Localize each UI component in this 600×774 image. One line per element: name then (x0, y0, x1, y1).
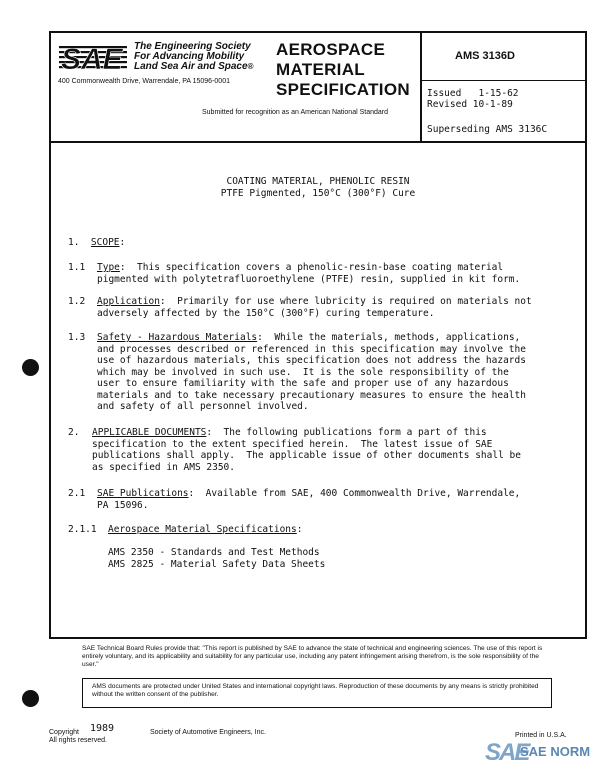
document-title: COATING MATERIAL, PHENOLIC RESIN (226, 176, 410, 187)
section-2: APPLICABLE DOCUMENTS: The following publications form a part of this specification to the extent specified herein. The latest issue of SAE publications shall apply. The applicable issue of other documents shall be as specified in AMS 2350. (92, 427, 521, 473)
section-1: 1. SCOPE: (68, 237, 126, 248)
section-1-1-number: 1.1 (68, 262, 86, 273)
reference-list (108, 547, 325, 570)
reference-item: AMS 2825 - Material Safety Data Sheets (108, 558, 326, 570)
ams-number: AMS 3136D (455, 50, 515, 62)
document-type-line-2: MATERIAL (276, 60, 365, 79)
ams-number-divider (420, 80, 587, 81)
issue-dates (427, 88, 519, 110)
section-1-3-number: 1.3 (68, 332, 86, 343)
society-address: 400 Commonwealth Drive, Warrendale, PA 15096-0001 (58, 78, 230, 85)
society-line-2: For Advancing Mobility (134, 51, 245, 62)
watermark-text: SAE NORM (520, 744, 591, 759)
document-type-line-3: SPECIFICATION (276, 80, 410, 99)
section-1-2: Application: Primarily for use where lubricity is required on materials not adversely affected by the 150°C (300°F) curing temperature. (97, 296, 532, 319)
section-title: Type (97, 262, 120, 273)
printed-in: Printed in U.S.A. (515, 732, 567, 739)
section-number: 1. (68, 237, 80, 248)
issued-date: Issued 1-15-62 (427, 88, 519, 99)
binder-hole (22, 359, 39, 376)
society-footer: Society of Automotive Engineers, Inc. (150, 729, 266, 736)
society-line-3: Land Sea Air and Space® (134, 61, 254, 72)
section-title: Safety - Hazardous Materials (97, 332, 258, 343)
society-line-1: The Engineering Society (134, 41, 251, 52)
sae-logo (59, 42, 127, 72)
copyright-notice: AMS documents are protected under United States and international copyright laws. Reproduction of these documents by any means is strictly prohibited without the written consent of the publisher. (92, 683, 539, 698)
section-title: APPLICABLE DOCUMENTS (92, 427, 207, 438)
document-type (276, 40, 410, 100)
registered-mark: ® (247, 62, 254, 71)
section-2-1: SAE Publications: Available from SAE, 400 Commonwealth Drive, Warrendale, PA 15096. (97, 488, 521, 511)
watermark-logo-text: SAE (485, 739, 529, 766)
copyright-label: Copyright (49, 729, 79, 736)
sae-logo-text: SAE (61, 43, 123, 72)
document-subtitle: PTFE Pigmented, 150°C (300°F) Cure (220, 188, 416, 199)
binder-hole (22, 690, 39, 707)
revised-date: Revised 10-1-89 (427, 99, 513, 110)
superseding: Superseding AMS 3136C (427, 124, 548, 135)
section-1-3: Safety - Hazardous Materials: While the materials, methods, applications, and processes described or referenced in this specification may involve the use of hazardous materials, this specification does not address the hazards which may be involved in such use. It is the sole responsibility of the user to ensure familiarity with the safe and proper use of any hazardous materials and to take necessary precautionary measures to ensure the health and safety of all personnel involved. (97, 332, 526, 412)
technical-board-rules: SAE Technical Board Rules provide that: "This report is published by SAE to advance the state of technical and engineering sciences. The use of this report is entirely voluntary, and its applicability and suitability for any particular use, including any patent infringement arising therefrom, is the sole responsibility of the user." (82, 645, 543, 668)
section-1-2-number: 1.2 (68, 296, 86, 307)
section-title: SCOPE (90, 237, 120, 248)
section-title: Aerospace Material Specifications (108, 524, 297, 535)
header-column-divider (420, 31, 422, 142)
header-divider (49, 141, 587, 143)
section-1-1: Type: This specification covers a phenolic-resin-base coating material pigmented with polytetrafluoroethylene (PTFE) resin, supplied in kit form. (97, 262, 521, 285)
document-type-line-1: AEROSPACE (276, 40, 386, 59)
section-2-1-number: 2.1 (68, 488, 86, 499)
reference-item: AMS 2350 - Standards and Test Methods (108, 547, 320, 558)
rights-reserved: All rights reserved. (49, 737, 107, 744)
submitted-note: Submitted for recognition as an American National Standard (202, 109, 388, 116)
section-2-1-1: Aerospace Material Specifications: (108, 524, 303, 535)
section-2-1-1-number: 2.1.1 (68, 524, 97, 535)
section-title: SAE Publications (97, 488, 189, 499)
society-name (134, 42, 253, 72)
section-title: Application (97, 296, 160, 307)
copyright-year: 1989 (90, 723, 115, 734)
section-2-number: 2. (68, 427, 80, 438)
